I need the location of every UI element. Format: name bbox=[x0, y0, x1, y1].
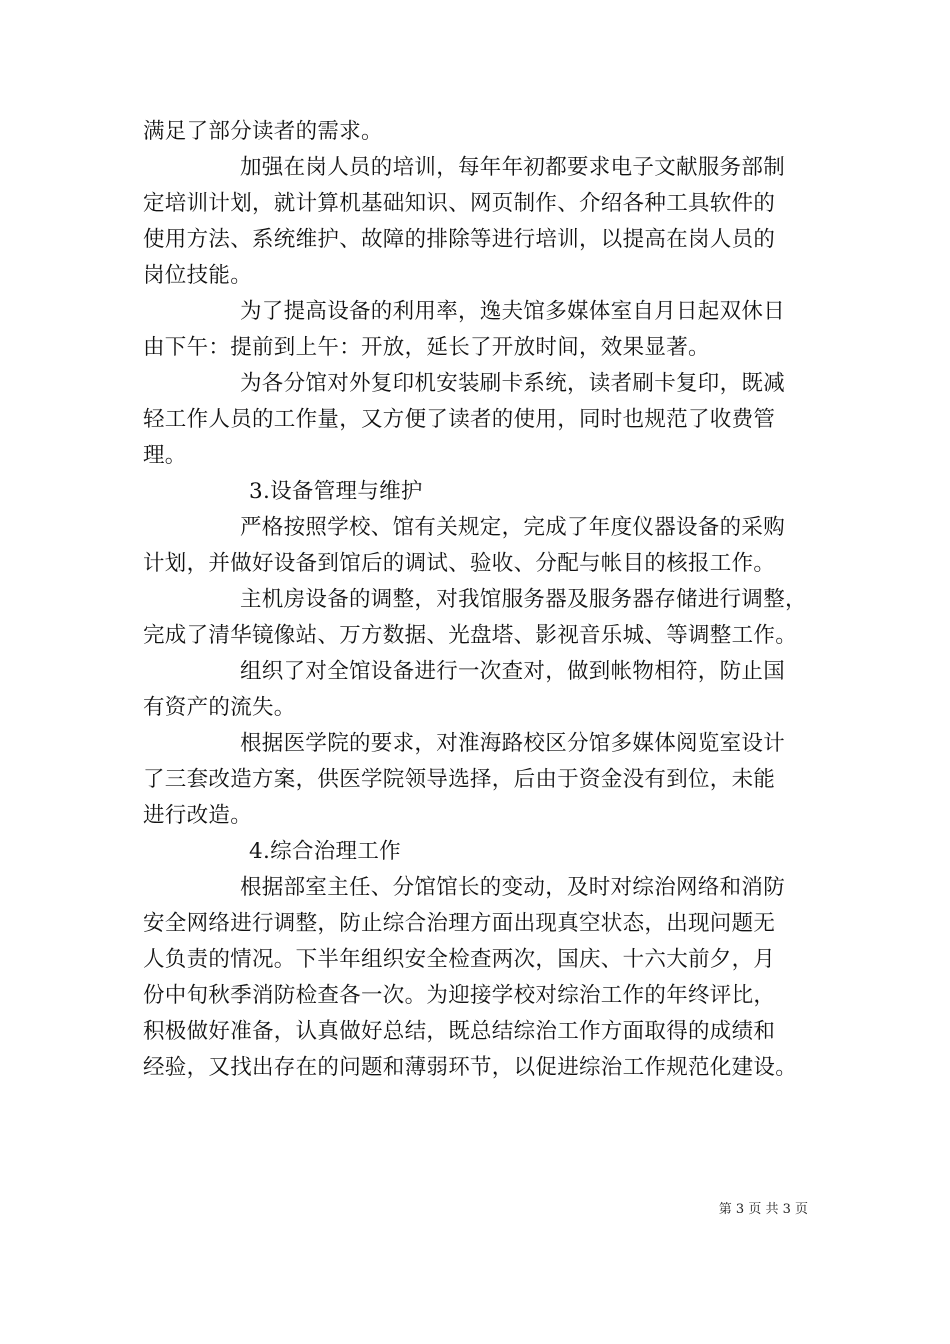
section-heading-4: 4.综合治理工作 bbox=[249, 839, 401, 864]
paragraph-start-line: 主机房设备的调整，对我馆服务器及服务器存储进行调整， bbox=[240, 587, 807, 612]
text-line: 定培训计划，就计算机基础知识、网页制作、介绍各种工具软件的 bbox=[143, 191, 776, 216]
section-heading-3: 3.设备管理与维护 bbox=[249, 479, 423, 504]
paragraph-start-line: 为了提高设备的利用率，逸夫馆多媒体室自月日起双休日 bbox=[240, 299, 786, 324]
paragraph-start-line: 根据医学院的要求，对淮海路校区分馆多媒体阅览室设计 bbox=[240, 731, 786, 756]
paragraph-start-line: 加强在岗人员的培训，每年年初都要求电子文献服务部制 bbox=[240, 155, 786, 180]
text-line: 有资产的流失。 bbox=[143, 695, 296, 720]
document-body bbox=[143, 114, 815, 1086]
text-line: 计划，并做好设备到馆后的调试、验收、分配与帐目的核报工作。 bbox=[143, 551, 776, 576]
text-line: 岗位技能。 bbox=[143, 263, 253, 288]
text-line: 轻工作人员的工作量，又方便了读者的使用，同时也规范了收费管 bbox=[143, 407, 776, 432]
text-line: 份中旬秋季消防检查各一次。为迎接学校对综治工作的年终评比， bbox=[143, 983, 776, 1008]
paragraph-start-line: 严格按照学校、馆有关规定，完成了年度仪器设备的采购 bbox=[240, 515, 786, 540]
text-line: 进行改造。 bbox=[143, 803, 253, 828]
text-line: 满足了部分读者的需求。 bbox=[143, 119, 383, 144]
text-line: 经验，又找出存在的问题和薄弱环节，以促进综治工作规范化建设。 bbox=[143, 1055, 798, 1080]
text-line: 由下午：提前到上午：开放，延长了开放时间，效果显著。 bbox=[143, 335, 710, 360]
text-line: 了三套改造方案，供医学院领导选择，后由于资金没有到位，未能 bbox=[143, 767, 776, 792]
paragraph-start-line: 根据部室主任、分馆馆长的变动，及时对综治网络和消防 bbox=[240, 875, 786, 900]
text-line: 完成了清华镜像站、万方数据、光盘塔、影视音乐城、等调整工作。 bbox=[143, 623, 798, 648]
text-line: 积极做好准备，认真做好总结，既总结综治工作方面取得的成绩和 bbox=[143, 1019, 776, 1044]
paragraph-start-line: 为各分馆对外复印机安装刷卡系统，读者刷卡复印，既减 bbox=[240, 371, 786, 396]
text-line: 人负责的情况。下半年组织安全检查两次，国庆、十六大前夕，月 bbox=[143, 947, 776, 972]
page-number-footer: 第 3 页 共 3 页 bbox=[718, 1202, 808, 1217]
text-line: 安全网络进行调整，防止综合治理方面出现真空状态，出现问题无 bbox=[143, 911, 776, 936]
text-line: 使用方法、系统维护、故障的排除等进行培训，以提高在岗人员的 bbox=[143, 227, 776, 252]
text-line: 理。 bbox=[143, 443, 187, 468]
paragraph-start-line: 组织了对全馆设备进行一次查对，做到帐物相符，防止国 bbox=[240, 659, 786, 684]
